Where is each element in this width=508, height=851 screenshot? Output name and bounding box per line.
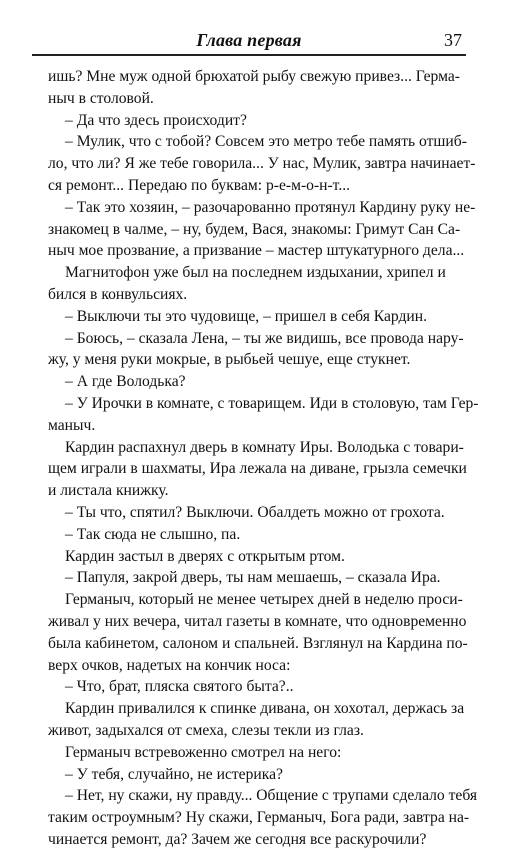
chapter-title: Глава первая [196, 30, 302, 50]
text-line: Кардин распахнул дверь в комнату Иры. Володька с товари- [65, 438, 464, 456]
text-line: знакомец в чалме, – ну, будем, Вася, знакомы: Гримут Сан Са- [48, 220, 461, 238]
text-line: – Папуля, закрой дверь, ты нам мешаешь, – сказала Ира. [65, 569, 441, 587]
text-line: таким остроумным? Ну скажи, Германыч, Бога ради, завтра на- [48, 809, 470, 827]
text-line: Магнитофон уже был на последнем издыхании, хрипел и [65, 264, 446, 282]
text-line: Кардин привалился к спинке дивана, он хохотал, держась за [65, 700, 465, 718]
text-line: – Ты что, спятил? Выключи. Обалдеть можно от грохота. [65, 503, 445, 521]
text-line: – У Ирочки в комнате, с товарищем. Иди в столовую, там Гер- [65, 394, 478, 412]
text-line: чинается ремонт, да? Зачем же сегодня все раскурочили? [48, 830, 427, 848]
text-line: Германыч, который не менее четырех дней в неделю проси- [65, 591, 463, 609]
body-text [48, 66, 478, 851]
text-line: – Боюсь, – сказала Лена, – ты же видишь, все провода нару- [65, 329, 464, 347]
text-line: – Да что здесь происходит? [65, 111, 247, 129]
text-line: и листала книжку. [48, 482, 169, 500]
text-line: щем играли в шахматы, Ира лежала на диване, грызла семечки [48, 460, 467, 478]
text-line: – Нет, ну скажи, ну правду... Общение с трупами сделало тебя [65, 787, 478, 805]
text-line: маныч. [48, 416, 96, 434]
text-line: живот, задыхался от смеха, слезы текли из глаз. [48, 721, 364, 739]
text-line: бился в конвульсиях. [48, 285, 188, 303]
text-line: – Так это хозяин, – разочарованно протянул Кардину руку не- [65, 198, 476, 216]
text-line: – Мулик, что с тобой? Совсем это метро тебе память отшиб- [65, 133, 467, 151]
text-line: Германыч встревоженно смотрел на него: [65, 743, 342, 761]
text-line: – У тебя, случайно, не истерика? [65, 765, 283, 783]
text-line: ся ремонт... Передаю по буквам: р-е-м-о-н-т... [48, 176, 351, 194]
text-line: жу, у меня руки мокрые, в рыбьей чешуе, еще стукнет. [48, 351, 411, 369]
text-line: Кардин застыл в дверях с открытым ртом. [65, 547, 345, 565]
text-line: ныч в столовой. [48, 89, 154, 107]
text-line: – А где Володька? [65, 373, 186, 391]
text-line: ло, что ли? Я же тебе говорила... У нас, Мулик, завтра начинает- [48, 155, 476, 173]
text-line: – Что, брат, пляска святого быта?.. [65, 678, 294, 696]
text-line: ишь? Мне муж одной брюхатой рыбу свежую привез... Герма- [48, 68, 460, 85]
text-line: – Выключи ты это чудовище, – пришел в себя Кардин. [65, 307, 428, 325]
text-line: живал у них вечера, читал газеты в комнате, что одновременно [48, 612, 467, 630]
page-number: 37 [444, 30, 462, 50]
text-line: ныч мое прозвание, а призвание – мастер штукатурного дела... [48, 242, 465, 260]
text-line: – Так сюда не слышно, па. [65, 525, 241, 543]
running-header [32, 26, 466, 56]
text-line: верх очков, надетых на кончик носа: [48, 656, 291, 674]
text-line: была кабинетом, салоном и спальней. Взглянул на Кардина по- [48, 634, 468, 652]
